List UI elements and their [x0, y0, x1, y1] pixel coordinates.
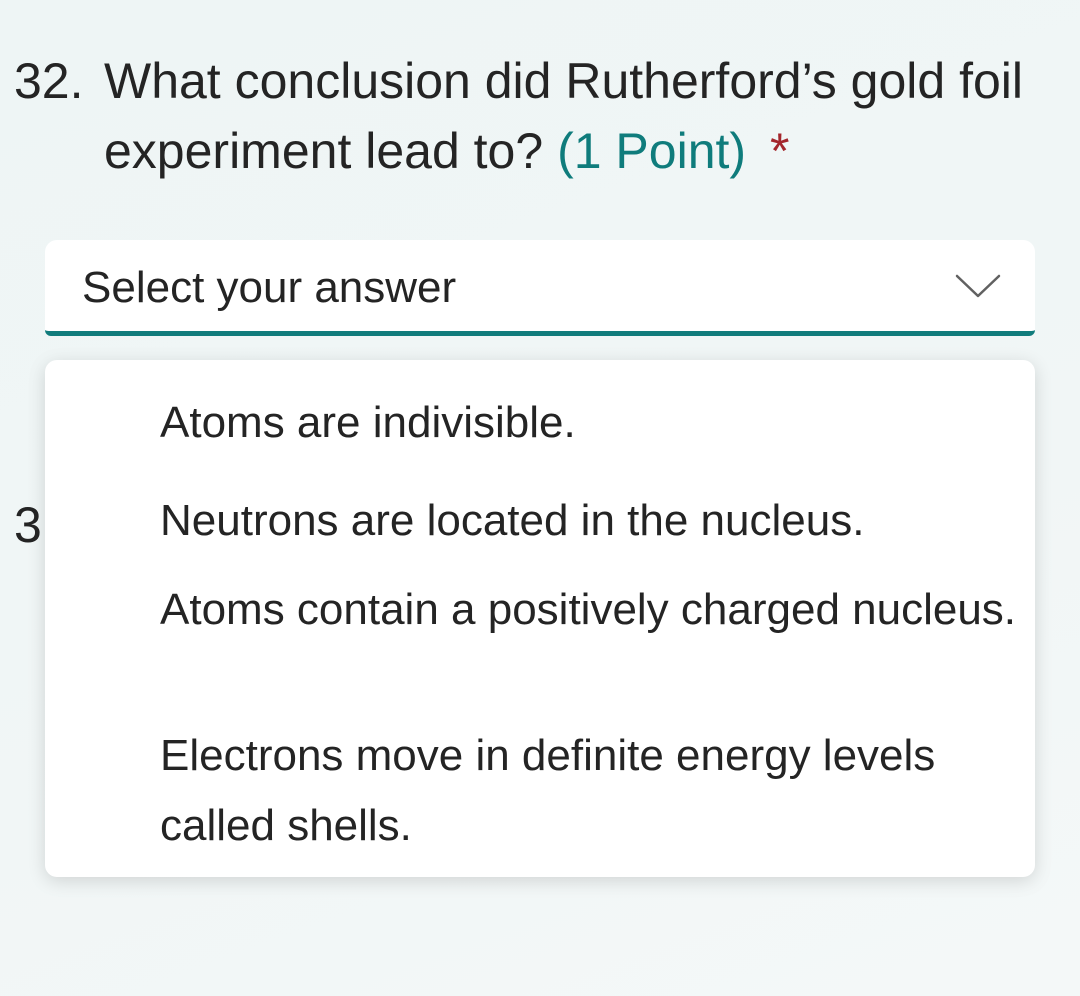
answer-dropdown[interactable] — [45, 240, 1035, 336]
chevron-down-icon — [955, 274, 1001, 300]
next-question-number: 3 — [14, 497, 42, 553]
question-text-block — [104, 46, 1034, 186]
dropdown-option[interactable]: Atoms are indivisible. — [160, 398, 576, 447]
question-number: 32. — [14, 53, 84, 109]
required-marker: * — [769, 123, 790, 179]
question-points: (1 Point) — [557, 123, 747, 179]
question-text: What conclusion did Rutherford’s gold foil experiment lead to? — [104, 53, 1024, 179]
dropdown-placeholder: Select your answer — [82, 263, 457, 312]
dropdown-option[interactable]: Electrons move in definite energy levels called shells. — [160, 731, 936, 850]
dropdown-options-list — [45, 360, 1035, 877]
dropdown-option[interactable]: Atoms contain a positively charged nucleus. — [160, 585, 1017, 634]
dropdown-option[interactable]: Neutrons are located in the nucleus. — [160, 496, 865, 545]
